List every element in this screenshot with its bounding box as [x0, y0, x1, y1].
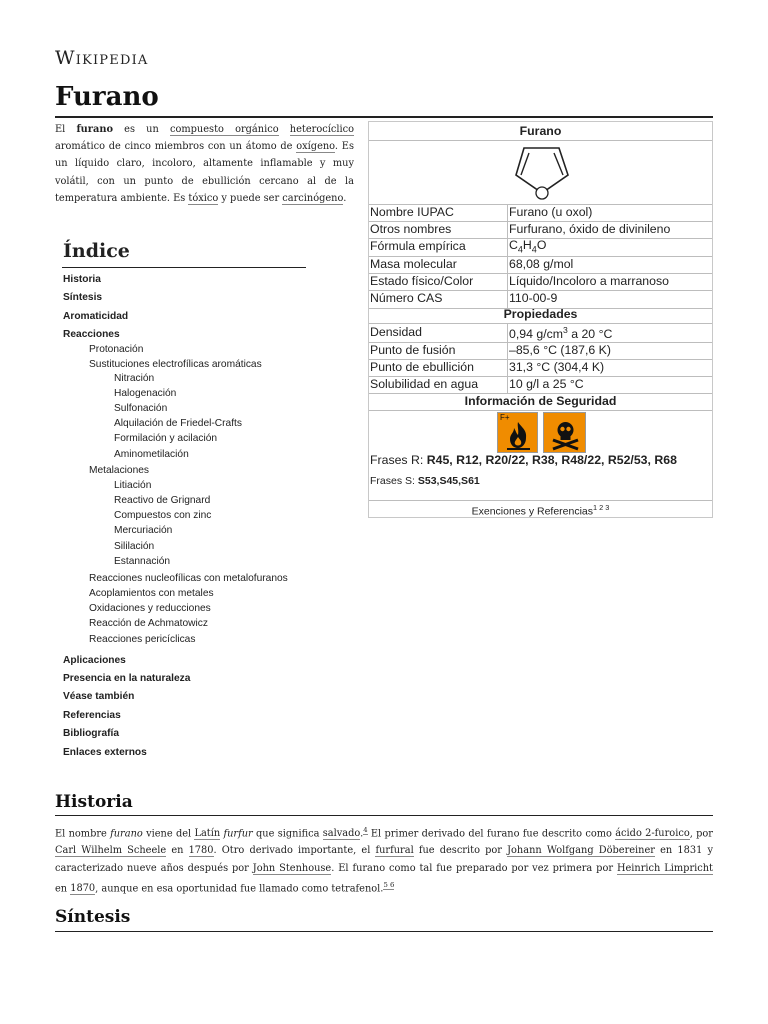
toc-item-sililacion[interactable]: Sililación: [114, 541, 155, 552]
toc-item-mercuriacion[interactable]: Mercuriación: [114, 525, 173, 536]
toc-item-oxidaciones[interactable]: Oxidaciones y reducciones: [89, 603, 211, 614]
label-densidad: Densidad: [370, 325, 422, 339]
toc-item-historia[interactable]: Historia: [63, 274, 101, 285]
hazard-code-label: F+: [500, 413, 510, 422]
link-oxigeno[interactable]: oxígeno: [296, 141, 335, 153]
ref-5-6[interactable]: 5 6: [383, 880, 395, 889]
label-numero-cas: Número CAS: [370, 291, 443, 305]
value-densidad: 0,94 $g/cm^3$ a 20 °C: [509, 325, 613, 342]
page-title: Furano: [55, 82, 159, 112]
flammable-hazard-icon[interactable]: [497, 412, 538, 453]
infobox-divider: [369, 410, 712, 411]
link-carcinogeno[interactable]: carcinógeno: [282, 192, 344, 204]
label-solubilidad: Solubilidad en agua: [370, 377, 479, 391]
link-toxico[interactable]: tóxico: [188, 192, 219, 204]
value-punto-ebullicion: 31,3 °C (304,4 K): [509, 360, 605, 374]
flame-icon: [498, 413, 539, 454]
toc-item-sulfonacion[interactable]: Sulfonación: [114, 403, 168, 414]
toc-item-enlaces-externos[interactable]: Enlaces externos: [63, 747, 147, 758]
link-latin[interactable]: Latín: [194, 828, 221, 840]
toc-item-aplicaciones[interactable]: Aplicaciones: [63, 655, 126, 666]
historia-paragraph: El nombre furano viene del Latín furfur que significa salvado.$^4$ El primer derivado del furano fue descrito como ácido 2-furoico, por Carl Wilhelm Scheele en 1780. Otro derivado importante, el furfural fue descrito por Johann Wolfgang Döbereiner en 1831 y caracterizado nueve años después por John Stenhouse. El furano como tal fue preparado por vez primera por Heinrich Limpricht en 1870, aunque en esa oportunidad fue llamado como tetrafenol.$^{5 6}$: [55, 826, 713, 895]
furan-structure-image[interactable]: [507, 142, 577, 204]
value-otros-nombres: Furfurano, óxido de divinileno: [509, 222, 671, 236]
value-masa-molecular: 68,08 g/mol: [509, 257, 574, 271]
toc-item-vease-tambien[interactable]: Véase también: [63, 691, 135, 702]
toc-item-estannacion[interactable]: Estannación: [114, 556, 171, 567]
infobox-footer[interactable]: Exenciones y Referencias$^{1 2 3}$: [471, 503, 610, 518]
section-heading-sintesis: Síntesis: [55, 907, 131, 927]
value-solubilidad: 10 g/l a 25 °C: [509, 377, 584, 391]
toc-item-protonacion[interactable]: Protonación: [89, 344, 144, 355]
toc-item-formilacion[interactable]: Formilación y acilación: [114, 433, 218, 444]
toc-heading: Índice: [63, 240, 130, 262]
r-phrases-values: R45, R12, R20/22, R38, R48/22, R52/53, R68: [426, 453, 677, 467]
footer-refs[interactable]: 1 2 3: [593, 503, 610, 512]
toc-item-nucleofilicas[interactable]: Reacciones nucleofílicas con metalofuranos: [89, 573, 288, 584]
toc-item-bibliografia[interactable]: Bibliografía: [63, 728, 120, 739]
toxic-hazard-icon[interactable]: [543, 412, 586, 453]
toc-item-sintesis[interactable]: Síntesis: [63, 292, 103, 303]
link-compuesto-organico[interactable]: compuesto orgánico: [169, 124, 279, 135]
toc-item-achmatowicz[interactable]: Reacción de Achmatowicz: [89, 618, 208, 629]
label-otros-nombres: Otros nombres: [370, 222, 452, 236]
furan-ring: [516, 148, 568, 193]
infobox-divider: [369, 323, 712, 324]
infobox-title: Furano: [519, 124, 562, 138]
value-nombre-iupac: Furano (u oxol): [509, 205, 593, 219]
infobox-col-divider: [507, 323, 508, 393]
sintesis-divider: [55, 931, 713, 932]
toc-item-nitracion[interactable]: Nitración: [114, 373, 155, 384]
s-phrases-values: S53,S45,S61: [417, 475, 480, 487]
toc-item-periciclicas[interactable]: Reacciones pericíclicas: [89, 634, 196, 645]
toc-item-grignard[interactable]: Reactivo de Grignard: [114, 495, 211, 506]
wikipedia-logo[interactable]: Wikipedia: [55, 47, 149, 69]
link-furfural[interactable]: furfural: [375, 845, 414, 857]
link-1870[interactable]: 1870: [70, 883, 96, 895]
skull-crossbones-icon: [544, 413, 587, 454]
label-estado-fisico: Estado físico/Color: [370, 274, 474, 288]
label-punto-ebullicion: Punto de ebullición: [370, 360, 474, 374]
furan-oxygen-atom: [536, 187, 548, 199]
link-john-stenhouse[interactable]: John Stenhouse: [252, 862, 332, 874]
historia-divider: [55, 815, 713, 816]
toc-item-halogenacion[interactable]: Halogenación: [114, 388, 177, 399]
label-formula: Fórmula empírica: [370, 239, 466, 253]
toc-item-litiacion[interactable]: Litiación: [114, 480, 152, 491]
section-heading-historia: Historia: [55, 792, 133, 812]
link-1780[interactable]: 1780: [188, 845, 214, 857]
label-nombre-iupac: Nombre IUPAC: [370, 205, 454, 219]
toc-item-sustituciones[interactable]: Sustituciones electrofílicas aromáticas: [89, 359, 262, 370]
toc-item-acoplamientos[interactable]: Acoplamientos con metales: [89, 588, 214, 599]
toc-item-aminometilacion[interactable]: Aminometilación: [114, 449, 189, 460]
toc-item-reacciones[interactable]: Reacciones: [63, 329, 120, 340]
toc-item-referencias[interactable]: Referencias: [63, 710, 121, 721]
link-heinrich-limpricht[interactable]: Heinrich Limpricht: [616, 862, 713, 874]
toc-item-metalaciones[interactable]: Metalaciones: [89, 465, 150, 476]
link-salvado[interactable]: salvado: [322, 828, 361, 840]
value-formula: $C_4H_4O$: [509, 238, 547, 255]
ref-4[interactable]: 4: [363, 826, 368, 834]
link-carl-wilhelm-scheele[interactable]: Carl Wilhelm Scheele: [55, 845, 167, 857]
link-dobereiner[interactable]: Johann Wolfgang Döbereiner: [507, 845, 655, 857]
title-divider: [55, 116, 713, 118]
toc-item-presencia[interactable]: Presencia en la naturaleza: [63, 673, 191, 684]
s-phrases: Frases S: S53,S45,S61: [370, 475, 480, 487]
label-punto-fusion: Punto de fusión: [370, 343, 456, 357]
link-acido-2-furoico[interactable]: ácido 2-furoico: [615, 828, 690, 840]
toc-divider: [62, 267, 306, 268]
toc-item-aromaticidad[interactable]: Aromaticidad: [63, 311, 129, 322]
infobox-divider: [369, 500, 712, 501]
value-estado-fisico: Líquido/Incoloro a marranoso: [509, 274, 669, 288]
intro-paragraph: El furano es un compuesto orgánico heterocíclico aromático de cinco miembros con un átomo de oxígeno. Es un líquido claro, incoloro, altamente inflamable y muy volátil, con un punto de ebullición cercano al de la temperatura ambiente. Es tóxico y puede ser carcinógeno.: [55, 124, 354, 204]
r-phrases: Frases R: R45, R12, R20/22, R38, R48/22, R52/53, R68: [370, 453, 677, 467]
properties-heading: Propiedades: [503, 307, 578, 321]
value-numero-cas: 110-00-9: [509, 291, 558, 305]
toc-item-friedel-crafts[interactable]: Alquilación de Friedel-Crafts: [114, 418, 242, 429]
infobox: [368, 121, 713, 518]
link-heterociclico[interactable]: heterocíclico: [289, 124, 354, 135]
safety-heading: Información de Seguridad: [464, 394, 617, 408]
intro-bold-term: furano: [76, 124, 113, 135]
label-masa-molecular: Masa molecular: [370, 257, 457, 271]
toc-item-zinc[interactable]: Compuestos con zinc: [114, 510, 212, 521]
value-punto-fusion: –85,6 °C (187,6 K): [509, 343, 611, 357]
infobox-divider: [369, 140, 712, 141]
